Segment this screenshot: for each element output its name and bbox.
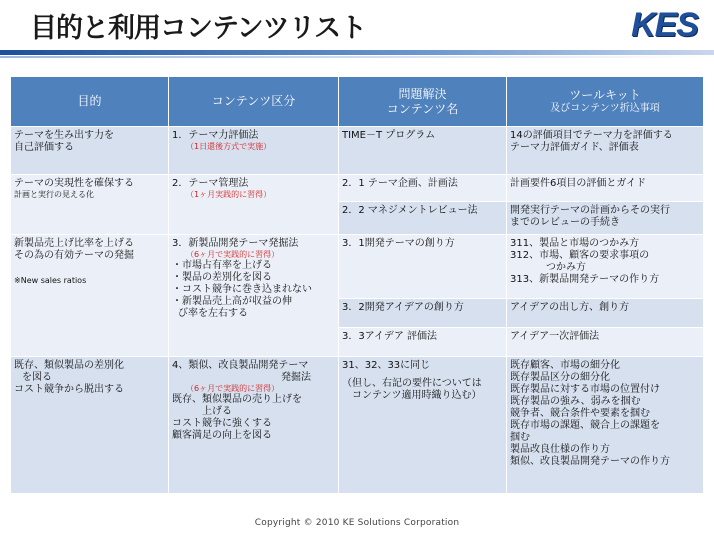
table-row — [11, 235, 704, 299]
content-table — [10, 76, 704, 494]
cell-content: 3．2開発アイデアの創り方 — [339, 299, 507, 328]
cell-tool: 14の評価項目でテーマ力を評価する テーマ力評価ガイド、評価表 — [507, 127, 704, 175]
header-content-name: 問題解決 コンテンツ名 — [339, 77, 507, 127]
cell-tool: 開発実行テーマの計画からその実行 までのレビューの手続き — [507, 202, 704, 235]
cell-category: 3．新製品開発テーマ発掘法 （6ヶ月で実践的に習得） ・市場占有率を上げる ・製品の差別化を図る ・コスト競争に巻き込まれない ・新製品売上高が収益の伸 び率を左右する — [169, 235, 339, 357]
cell-content: 3．1開発テーマの創り方 — [339, 235, 507, 299]
cell-content: 3．3アイデア 評価法 — [339, 328, 507, 357]
header-category: コンテンツ区分 — [169, 77, 339, 127]
header-toolkit: ツールキット 及びコンテンツ折込事項 — [507, 77, 704, 127]
cell-tool: アイデアの出し方、創り方 — [507, 299, 704, 328]
cell-content: TIME－T プログラム — [339, 127, 507, 175]
cell-category: 1．テーマ力評価法 （1日還後方式で実施） — [169, 127, 339, 175]
table-row — [11, 175, 704, 202]
cell-content: 2．1 テーマ企画、計画法 — [339, 175, 507, 202]
copyright-footer: Copyright © 2010 KE Solutions Corporation — [254, 518, 460, 528]
cell-purpose: テーマを生み出す力を 自己評価する — [11, 127, 169, 175]
page-title: 目的と利用コンテンツリスト — [30, 13, 367, 44]
table-row — [11, 357, 704, 494]
cell-purpose: 既存、類似製品の差別化 を図る コスト競争から脱出する — [11, 357, 169, 494]
cell-content: 31、32、33に同じ （但し、右記の要件については コンテンツ適用時織り込む） — [339, 357, 507, 494]
header-purpose: 目的 — [11, 77, 169, 127]
table-row — [11, 127, 704, 175]
cell-tool: 既存顧客、市場の細分化 既存製品区分の細分化 既存製品に対する市場の位置付け 既存製品の強み、弱みを掴む 競争者、競合条件や要素を掴む 既存市場の課題、競合上の課題を 掴む 製品改良仕様の作り方 類似、改良製品開発テーマの作り方 — [507, 357, 704, 494]
kes-logo: KES — [631, 6, 698, 44]
cell-tool: アイデア一次評価法 — [507, 328, 704, 357]
cell-category: 4、類似、改良製品開発テーマ 発掘法 （6ヶ月で実践的に習得） 既存、類似製品の売り上げを 上げる コスト競争に強くする 顧客満足の向上を図る — [169, 357, 339, 494]
cell-tool: 計画要件6項目の評価とガイド — [507, 175, 704, 202]
cell-purpose: テーマの実現性を確保する 計画と実行の見える化 — [11, 175, 169, 235]
cell-tool: 311、製品と市場のつかみ方 312、市場、顧客の要求事項の つかみ方 313、新製品開発テーマの作り方 — [507, 235, 704, 299]
cell-category: 2．テーマ管理法 （1ヶ月実践的に習得） — [169, 175, 339, 235]
cell-purpose: 新製品売上げ比率を上げる その為の有効テーマの発掘 ※New sales ratios — [11, 235, 169, 357]
cell-content: 2．2 マネジメントレビュー法 — [339, 202, 507, 235]
title-rule-shadow — [0, 56, 714, 58]
header-row — [11, 77, 704, 127]
title-rule — [0, 50, 714, 55]
